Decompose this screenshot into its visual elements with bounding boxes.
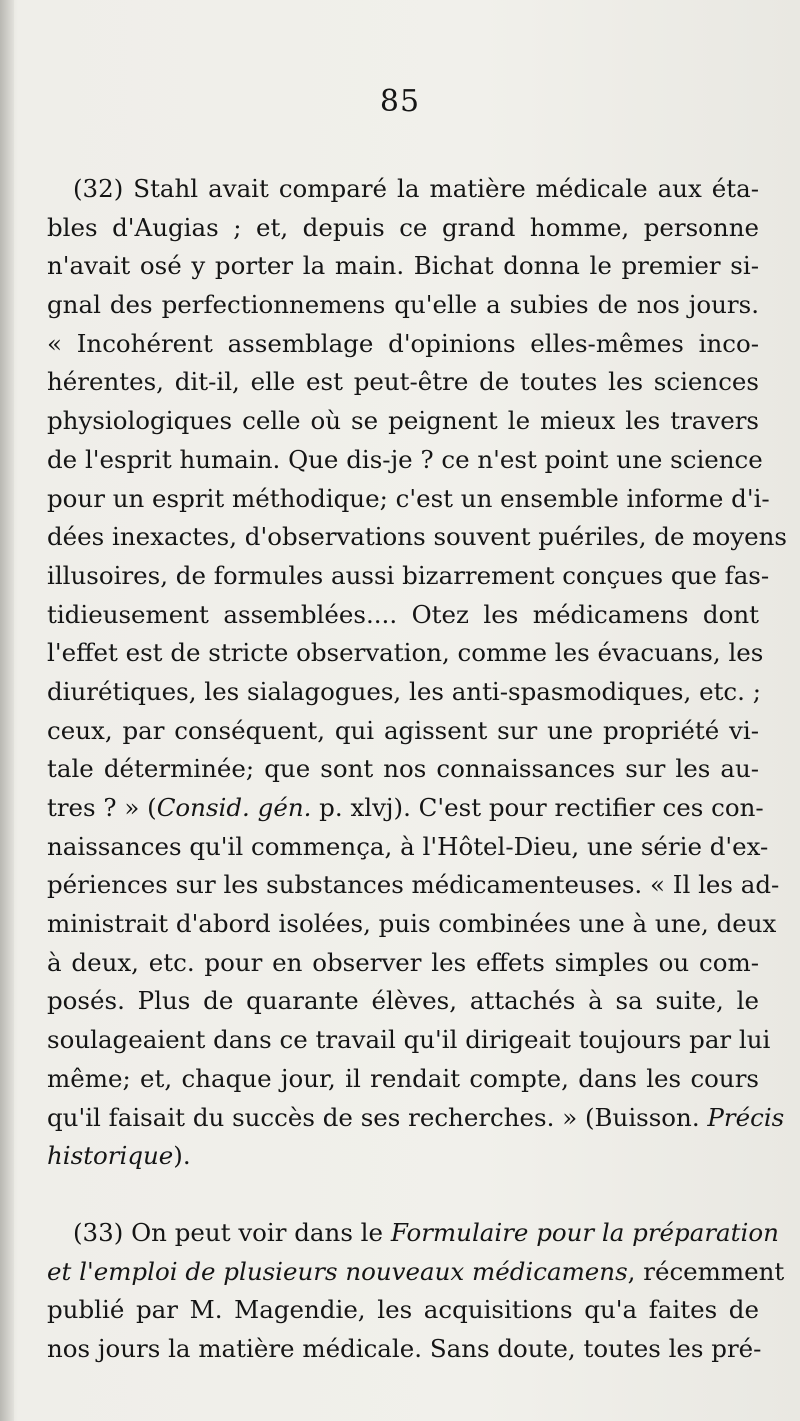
paragraph-gap (47, 1176, 759, 1214)
text-line: naissances qu'il commença, à l'Hôtel-Dieu, une série d'ex- (47, 831, 769, 861)
text-line: soulageaient dans ce travail qu'il dirigeait toujours par lui (47, 1025, 771, 1055)
text-line: tres ? » (Consid. gén. p. xlvj). C'est pour rectifier ces con- (47, 793, 764, 822)
text-line: et l'emploi de plusieurs nouveaux médicamens, récemment (47, 1256, 785, 1286)
text-line: même; et, chaque jour, il rendait compte, dans les cours (47, 1063, 759, 1093)
text-line: qu'il faisait du succès de ses recherches. » (Buisson. Précis (47, 1102, 785, 1132)
page-body (47, 170, 787, 1369)
note-32 (47, 170, 787, 1176)
text-line: l'effet est de stricte observation, comme les évacuans, les (47, 638, 764, 668)
text-line: périences sur les substances médicamenteuses. « Il les ad- (47, 870, 780, 900)
text-line: bles d'Augias ; et, depuis ce grand homme, personne (47, 212, 759, 242)
note-33 (47, 1214, 785, 1369)
page-number: 85 (379, 84, 421, 119)
text-line: ceux, par conséquent, qui agissent sur une propriété vi- (47, 715, 759, 745)
citation-italic: Précis (707, 1102, 785, 1132)
text-line: pour un esprit méthodique; c'est un ensemble informe d'i- (47, 483, 770, 513)
text-line: illusoires, de formules aussi bizarrement conçues que fas- (47, 560, 770, 590)
title-italic: et l'emploi de plusieurs nouveaux médicamens (47, 1256, 628, 1286)
text-line: posés. Plus de quarante élèves, attachés à sa suite, le (47, 986, 759, 1016)
text-line: de l'esprit humain. Que dis-je ? ce n'est point une science (47, 444, 763, 474)
text-line: publié par M. Magendie, les acquisitions qu'a faites de (47, 1295, 759, 1325)
text-line: hérentes, dit-il, elle est peut-être de toutes les sciences (47, 367, 759, 397)
text-line: (32) Stahl avait comparé la matière médicale aux éta- (73, 174, 759, 203)
text-line: tale déterminée; que sont nos connaissances sur les au- (47, 754, 759, 784)
text-line: historique). (47, 1141, 191, 1171)
text-line: ministrait d'abord isolées, puis combinées une à une, deux (47, 909, 777, 939)
text-line: gnal des perfectionnemens qu'elle a subies de nos jours. (47, 290, 759, 320)
text-line: (33) On peut voir dans le Formulaire pour la préparation (73, 1217, 779, 1247)
citation-italic: Consid. gén. (156, 793, 312, 822)
text-line: à deux, etc. pour en observer les effets simples ou com- (47, 947, 759, 977)
title-italic: Formulaire pour la préparation (390, 1217, 779, 1247)
text-line: diurétiques, les sialagogues, les anti-spasmodiques, etc. ; (47, 676, 761, 706)
text-line: physiologiques celle où se peignent le mieux les travers (47, 406, 759, 436)
text-line: « Incohérent assemblage d'opinions elles-mêmes inco- (47, 328, 759, 358)
text-line: nos jours la matière médicale. Sans doute, toutes les pré- (47, 1333, 762, 1363)
text-line: dées inexactes, d'observations souvent puériles, de moyens (47, 522, 787, 552)
text-line: tidieusement assemblées.... Otez les médicamens dont (47, 599, 759, 629)
citation-italic: historique (47, 1141, 174, 1171)
text-line: n'avait osé y porter la main. Bichat donna le premier si- (47, 251, 759, 281)
page-spine-shadow (0, 0, 14, 1421)
